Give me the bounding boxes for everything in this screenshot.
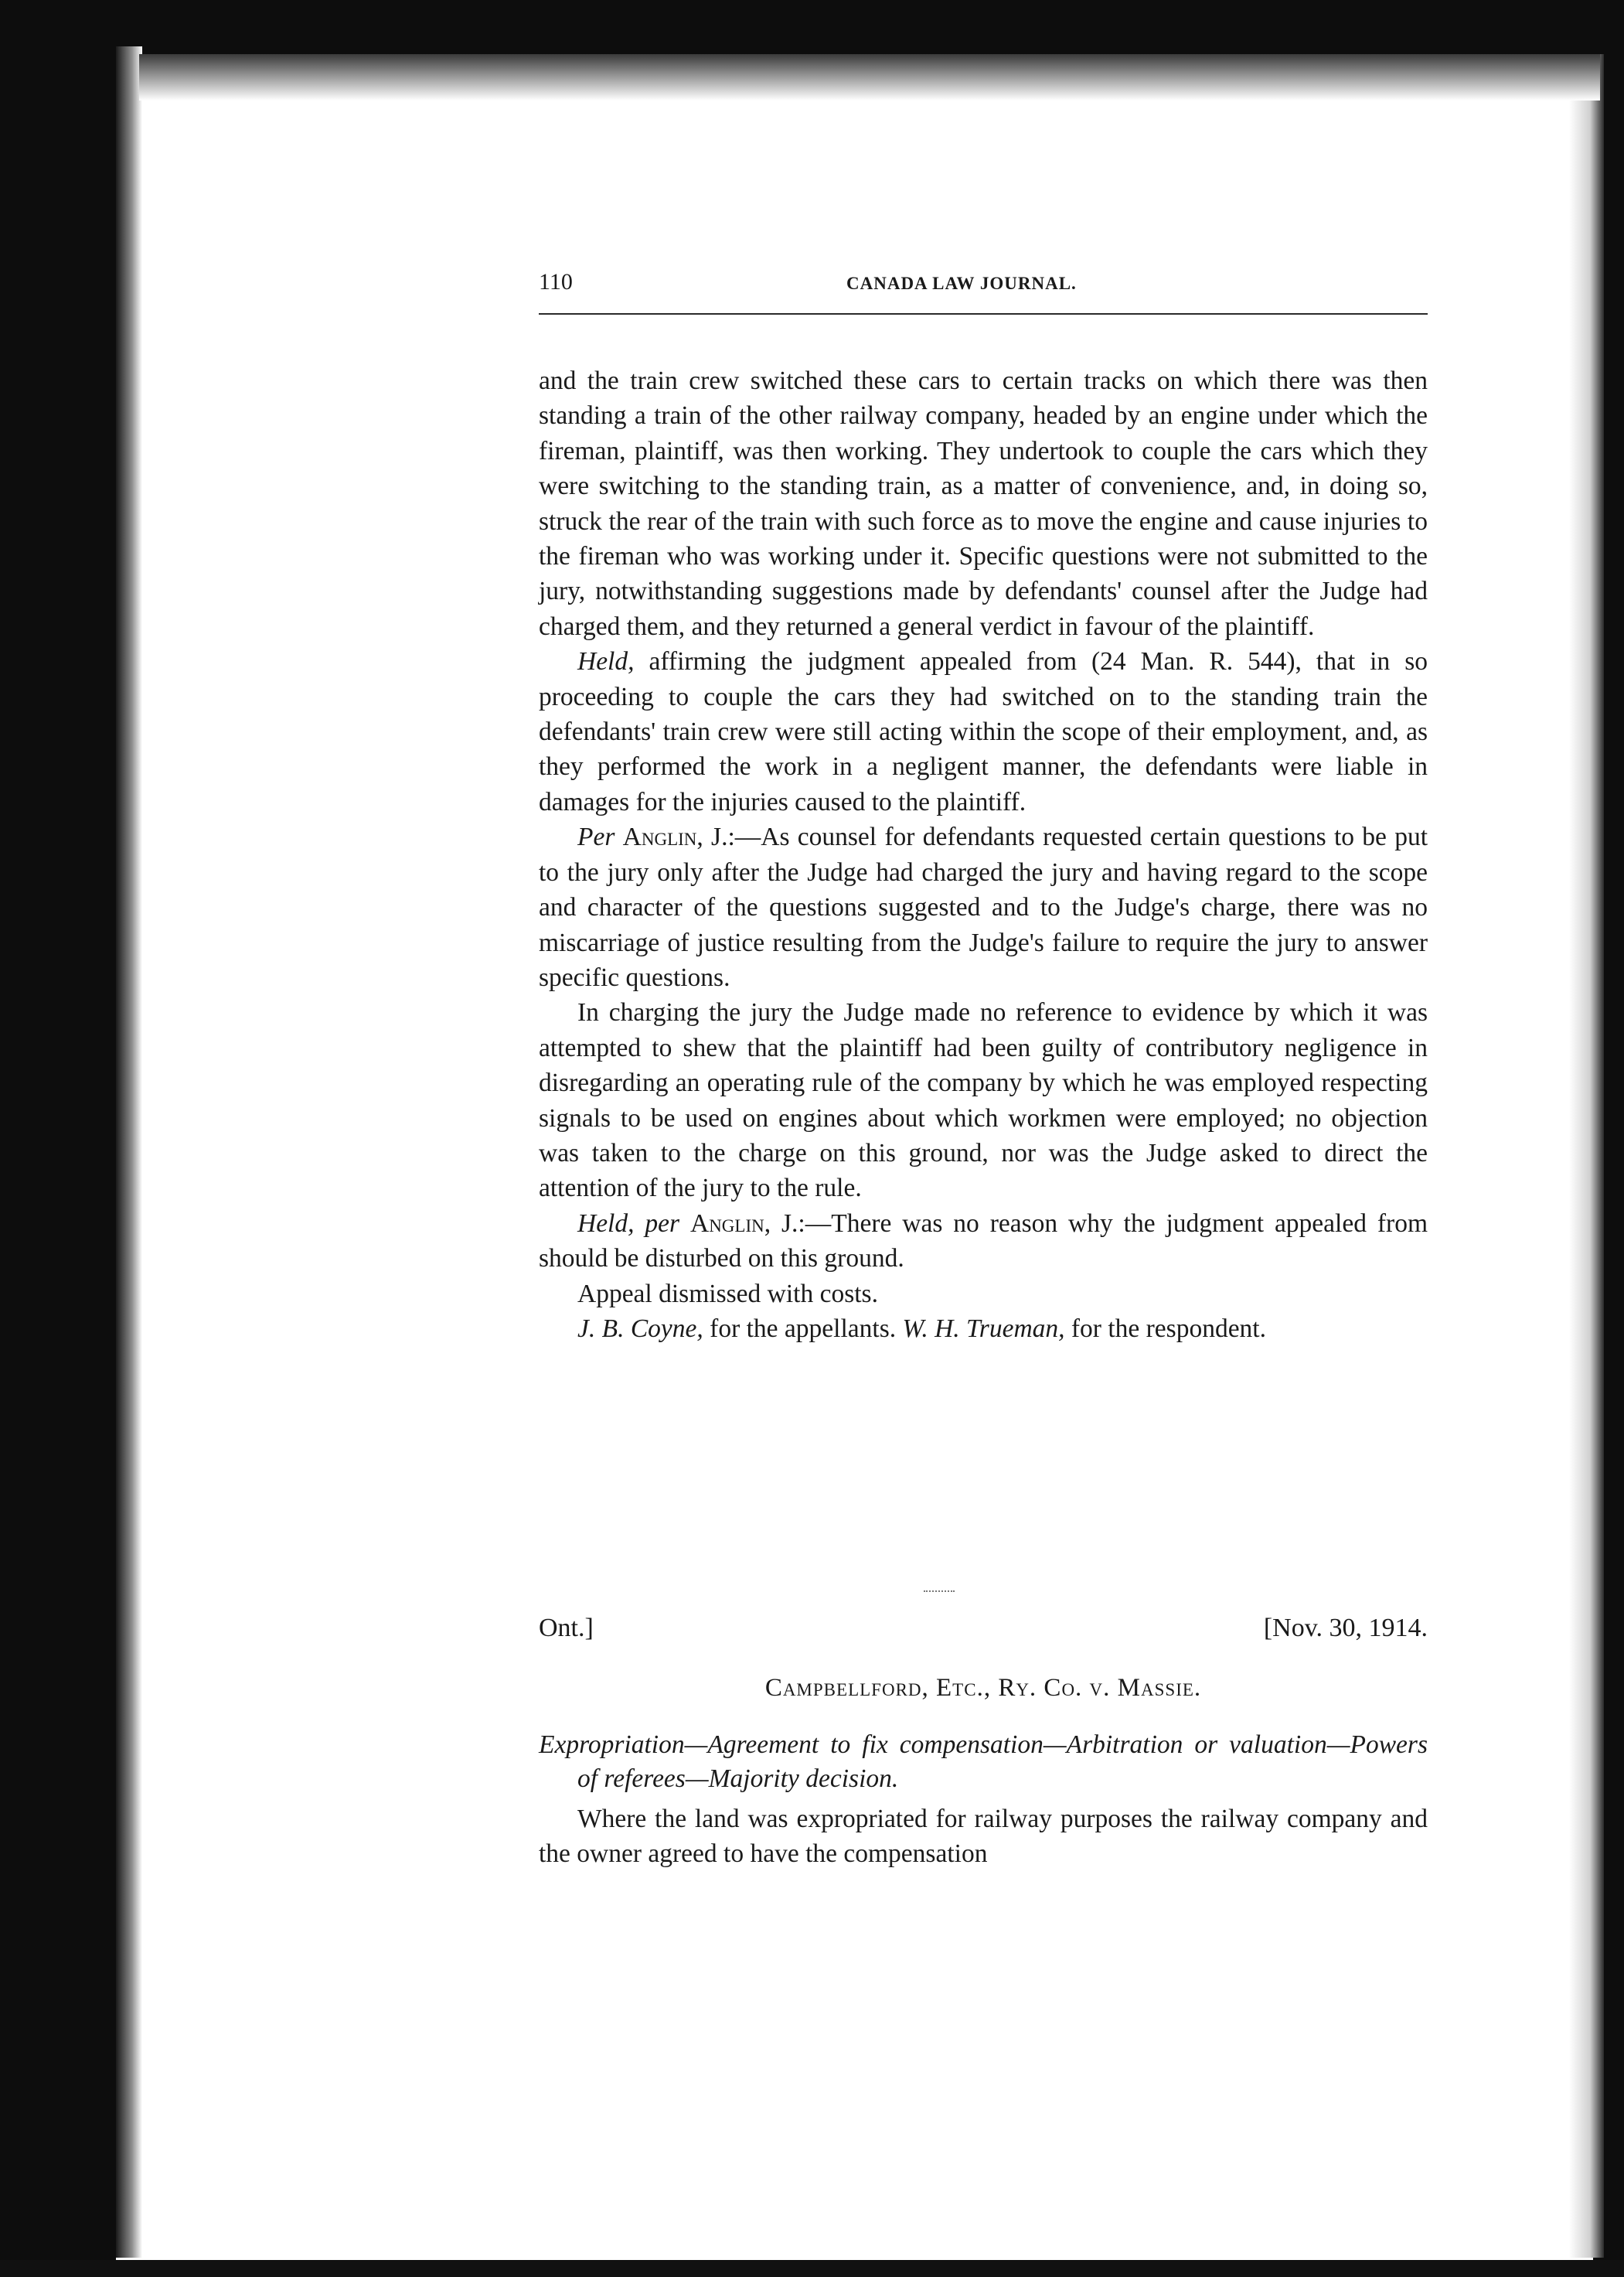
appellant-counsel: J. B. Coyne, (577, 1314, 703, 1343)
journal-title: CANADA LAW JOURNAL. (846, 274, 1077, 293)
respondent-counsel: W. H. Trueman, (902, 1314, 1065, 1343)
paragraph-counsel (539, 1311, 1428, 1346)
headnote-text: Expropriation—Agreement to fix compensation—Arbitration or valuation—Powers of referees—Majority decision. (539, 1730, 1428, 1793)
opening-text: Where the land was expropriated for railway purposes the railway company and the owner agreed to have the compensation (539, 1805, 1428, 1869)
paragraph-held-per-anglin (539, 1206, 1428, 1277)
right-edge-shadow (1569, 54, 1604, 2258)
held-per-text: J.:—There was no reason why the judgment appealed from should be disturbed on this ground. (539, 1208, 1428, 1273)
paragraph-facts: and the train crew switched these cars to certain tracks on which there was then standing a train of the other railway company, headed by an engine under which the fireman, plaintiff, was then working. They undertook to couple the cars which they were switching to the standing train, as a matter of convenience, and, in doing so, struck the rear of the train with such force as to move the engine and cause injuries to the fireman who was working under it. Specific questions were not submitted to the jury, notwithstanding suggestions made by defendants' counsel after the Judge had charged them, and they returned a general verdict in favour of the plaintiff. (539, 366, 1428, 641)
top-edge-shadow (139, 54, 1600, 101)
case-title: Campbellford, Etc., Ry. Co. v. Massie. (764, 1674, 1202, 1702)
case-headnote (539, 1728, 1428, 1796)
running-head (539, 269, 1428, 300)
page-number: 110 (539, 269, 573, 295)
case-opening (539, 1801, 1428, 1872)
judge-name: Anglin, (622, 823, 703, 852)
binding-shadow (116, 46, 142, 2258)
judge-name-2: Anglin, (690, 1208, 771, 1238)
per-anglin-text: J.:—As counsel for defendants requested certain questions to be put to the jury only after the Judge had charged the jury and having regard to the scope and character of the questions suggested and to the Judge's charge, there was no miscarriage of justice resulting from the Judge's failure to require the jury to answer specific questions. (539, 823, 1428, 992)
paragraph-held (539, 644, 1428, 820)
counsel-end: for the respondent. (1064, 1314, 1266, 1343)
header-rule (539, 313, 1428, 315)
case-court-date-row (539, 1614, 1428, 1652)
section-separator (924, 1590, 955, 1592)
held-per-label: Held, per (577, 1208, 680, 1238)
scan-border-top (0, 0, 1624, 62)
held-text: affirming the judgment appealed from (24 Man. R. 544), that in so proceeding to couple the cars they had switched on to the standing train the defendants' train crew were still acting within the scope of their employment, and, as they performed the work in a negligent manner, the defendants were liable in damages for the injuries caused to the plaintiff. (539, 647, 1428, 816)
paragraph-disposition: Appeal dismissed with costs. (577, 1279, 878, 1308)
scan-border-bottom (0, 2260, 1624, 2277)
case-report-body (539, 363, 1428, 1346)
per-label: Per (577, 823, 615, 852)
paragraph-charge: In charging the jury the Judge made no reference to evidence by which it was attempted to shew that the plaintiff had been guilty of contributory negligence in disregarding an operating rule of the company by which he was employed respecting signals to be used on engines about which workmen were employed; no objection was taken to the charge on this ground, nor was the Judge asked to direct the attention of the jury to the rule. (539, 998, 1428, 1203)
scan-border-left (0, 0, 116, 2277)
paragraph-per-anglin (539, 820, 1428, 995)
counsel-mid: for the appellants. (703, 1314, 903, 1343)
held-label: Held, (577, 647, 635, 677)
court-label: Ont.] (539, 1614, 594, 1642)
decision-date: [Nov. 30, 1914. (1263, 1614, 1428, 1642)
